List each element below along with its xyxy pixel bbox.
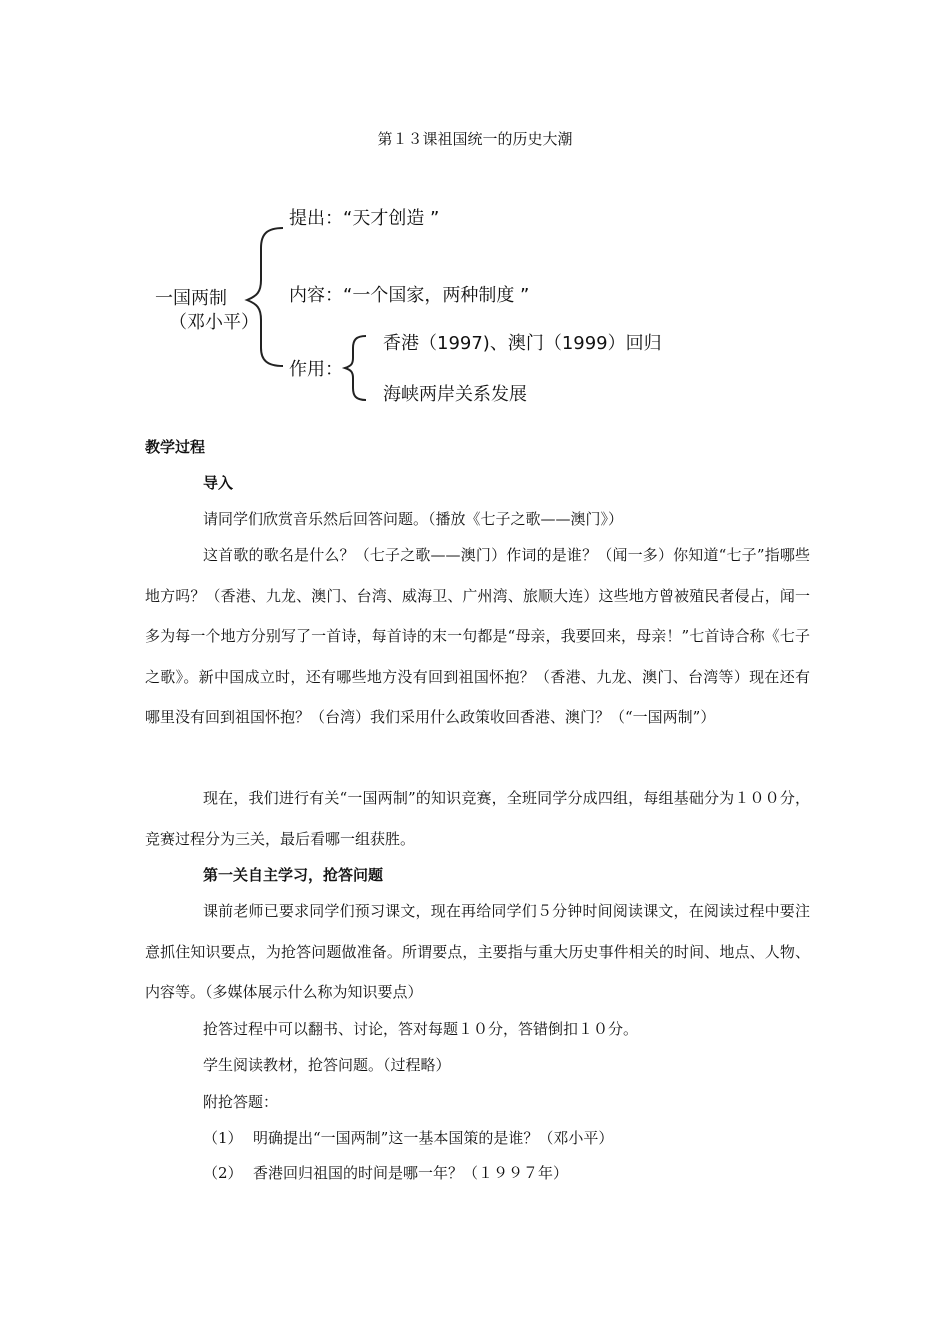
question-item [203,1127,613,1148]
diagram-effect-item-2: 海峡两岸关系发展 [383,384,527,405]
stage1-paragraph-3: 学生阅读教材，抢答问题。（过程略） [203,1056,451,1074]
diagram-root-person: （邓小平） [169,312,259,333]
question-number: （1） [203,1129,243,1147]
lesson-title: 第１３课祖国统一的历史大潮 [377,130,573,148]
section-heading: 教学过程 [145,438,206,456]
diagram-branch-proposed: 提出：“天才创造 ” [289,208,440,229]
concept-diagram [143,188,683,420]
large-curly-brace [247,228,283,366]
stage1-paragraph-1: 课前老师已要求同学们预习课文，现在再给同学们５分钟时间阅读课文，在阅读过程中要注意抓住知识要点，为抢答问题做准备。所谓要点，主要指与重大历史事件相关的时间、地点、人物、内容等。（多媒体展示什么称为知识要点） [145,902,810,1001]
question-number: （2） [203,1164,243,1182]
intro-paragraph-2: 这首歌的歌名是什么？（七子之歌——澳门）作词的是谁？（闻一多）你知道“七子”指哪些地方吗？（香港、九龙、澳门、台湾、威海卫、广州湾、旅顺大连）这些地方曾被殖民者侵占，闻一多为每一个地方分别写了一首诗，每首诗的末一句都是“母亲，我要回来，母亲！”七首诗合称《七子之歌》。新中国成立时，还有哪些地方没有回到祖国怀抱？（香港、九龙、澳门、台湾等）现在还有哪里没有回到祖国怀抱？（台湾）我们采用什么政策收回香港、澳门？（“一国两制”） [145,546,810,726]
intro-paragraph-1: 请同学们欣赏音乐然后回答问题。（播放《七子之歌——澳门》） [203,510,624,528]
diagram-branch-effect: 作用： [289,359,343,380]
diagram-root-label: 一国两制 [155,288,227,309]
stage1-paragraph-4: 附抢答题： [203,1093,279,1111]
stage1-heading: 第一关自主学习，抢答问题 [203,866,384,884]
diagram-branch-content: 内容：“一个国家，两种制度 ” [289,285,530,306]
diagram-effect-item-1: 香港（1997)、澳门（1999）回归 [383,333,662,354]
small-curly-brace [345,336,366,400]
question-text: 明确提出“一国两制”这一基本国策的是谁？（邓小平） [253,1129,614,1147]
intro-heading: 导入 [203,474,234,492]
intro-paragraph-3: 现在，我们进行有关“一国两制”的知识竞赛，全班同学分成四组，每组基础分为１００分，竞赛过程分为三关，最后看哪一组获胜。 [145,789,810,848]
question-item [203,1162,568,1183]
stage1-paragraph-2: 抢答过程中可以翻书、讨论，答对每题１０分，答错倒扣１０分。 [203,1020,639,1038]
question-text: 香港回归祖国的时间是哪一年？（１９９７年） [253,1164,569,1182]
